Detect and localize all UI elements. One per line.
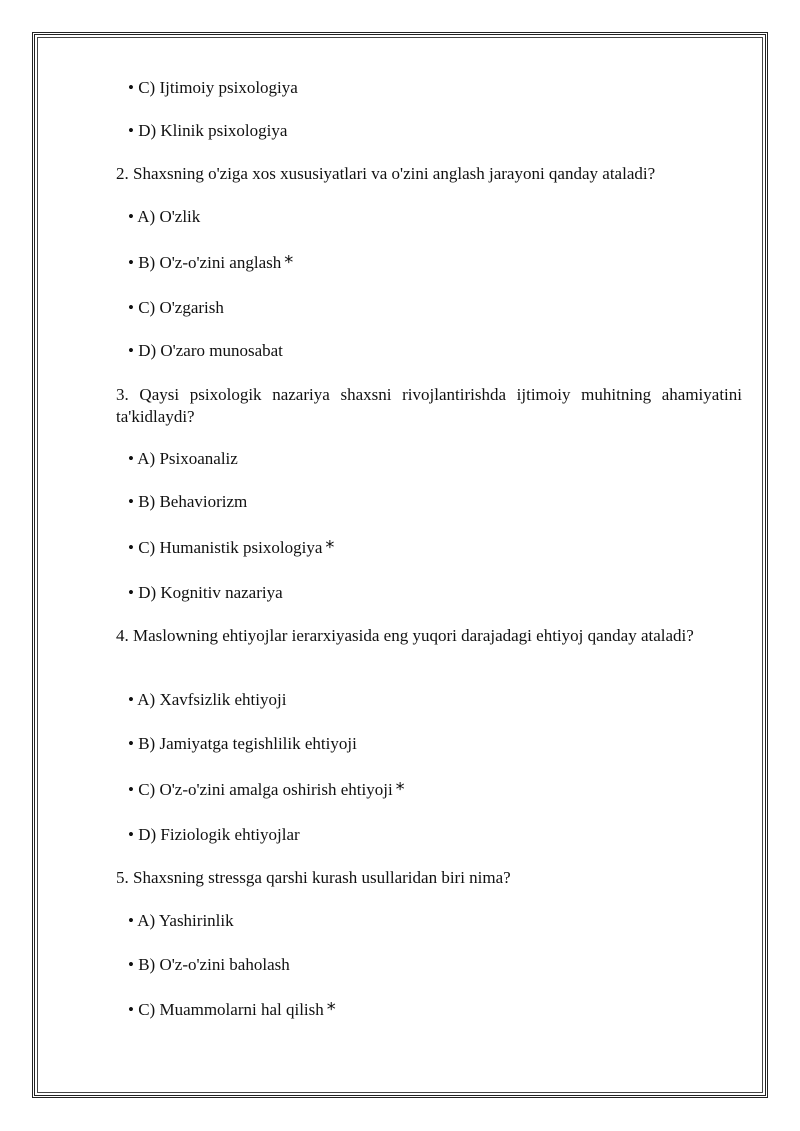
answer-option: • B) O'z-o'zini anglash *: [128, 252, 294, 273]
answer-option: • A) Psixoanaliz: [128, 449, 238, 468]
answer-option: • C) Muammolarni hal qilish *: [128, 999, 336, 1020]
answer-option: • C) Ijtimoiy psixologiya: [128, 78, 298, 97]
answer-option: • A) Yashirinlik: [128, 911, 234, 930]
answer-option: • B) Jamiyatga tegishlilik ehtiyoji: [128, 734, 357, 753]
answer-option: • C) O'zgarish: [128, 298, 224, 317]
question-2: 2. Shaxsning o'ziga xos xususiyatlari va o'zini anglash jarayoni qanday ataladi?: [116, 164, 656, 183]
answer-option: • C) O'z-o'zini amalga oshirish ehtiyoji *: [128, 779, 405, 800]
answer-option: • A) O'zlik: [128, 207, 201, 226]
correct-answer-mark: *: [284, 252, 294, 273]
answer-option: • D) Klinik psixologiya: [128, 121, 288, 140]
answer-option: • B) O'z-o'zini baholash: [128, 955, 290, 974]
question-5: 5. Shaxsning stressga qarshi kurash usullaridan biri nima?: [116, 868, 511, 887]
question-4: 4. Maslowning ehtiyojlar ierarxiyasida eng yuqori darajadagi ehtiyoj qanday ataladi?: [116, 626, 694, 645]
answer-option: • A) Xavfsizlik ehtiyoji: [128, 690, 287, 709]
answer-option: • D) O'zaro munosabat: [128, 341, 283, 360]
correct-answer-mark: *: [325, 537, 335, 558]
answer-option: • B) Behaviorizm: [128, 492, 248, 511]
answer-option: • C) Humanistik psixologiya *: [128, 537, 335, 558]
correct-answer-mark: *: [326, 999, 336, 1020]
question-3: 3. Qaysi psixologik nazariya shaxsni rivojlantirishda ijtimoiy muhitning ahamiyatini ta'kidlaydi?: [116, 385, 742, 426]
correct-answer-mark: *: [395, 779, 405, 800]
answer-option: • D) Fiziologik ehtiyojlar: [128, 825, 300, 844]
answer-option: • D) Kognitiv nazariya: [128, 583, 283, 602]
page-border: [32, 32, 768, 1098]
